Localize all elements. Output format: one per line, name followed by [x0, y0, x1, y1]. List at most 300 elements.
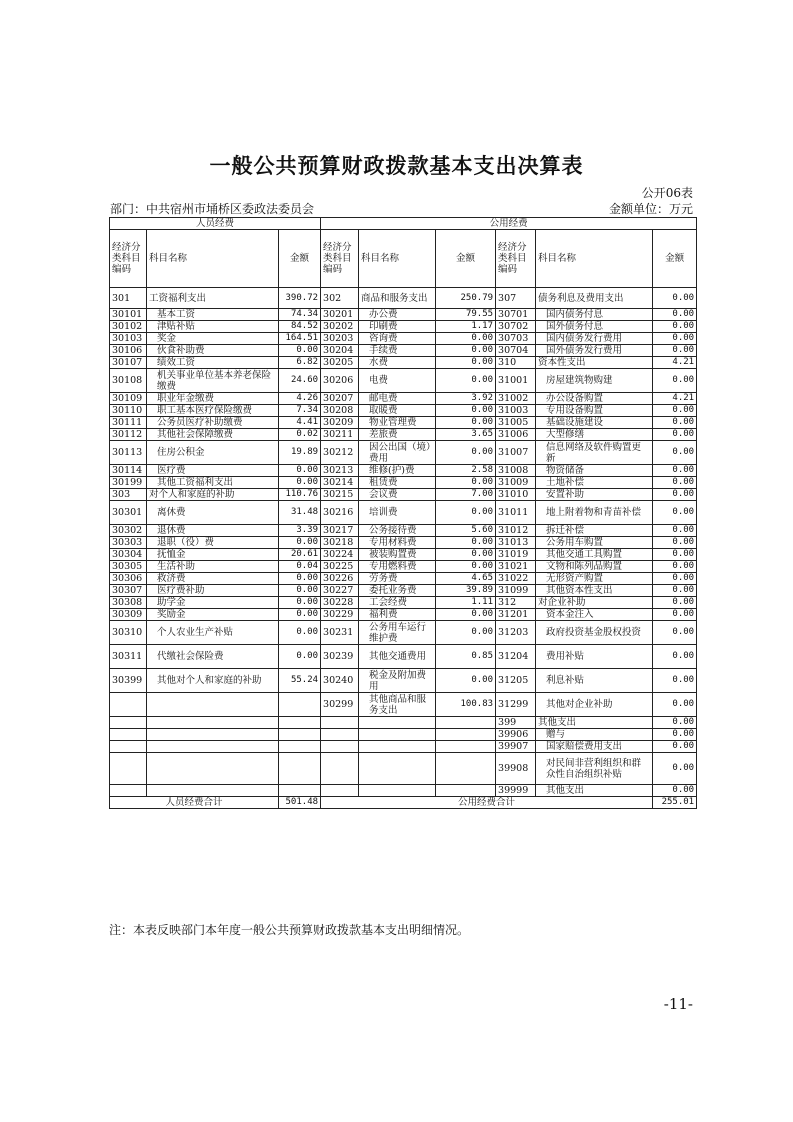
- amount-cell: [436, 753, 496, 785]
- amount-cell: 4.21: [653, 357, 697, 369]
- code-cell: 30308: [110, 597, 147, 609]
- name-cell: 取暖费: [359, 405, 436, 417]
- name-cell: [147, 693, 279, 717]
- amount-cell: [279, 693, 321, 717]
- name-cell: 国内债务发行费用: [536, 333, 653, 345]
- table-row: [110, 333, 697, 345]
- name-cell: 手续费: [359, 345, 436, 357]
- amount-cell: [279, 717, 321, 729]
- page-title: 一般公共预算财政拨款基本支出决算表: [209, 153, 584, 178]
- name-cell: 对企业补助: [536, 597, 653, 609]
- code-cell: 39999: [496, 785, 536, 797]
- amount-cell: 0.00: [653, 405, 697, 417]
- name-cell: 信息网络及软件购置更新: [536, 441, 653, 465]
- amount-cell: 0.00: [436, 441, 496, 465]
- code-cell: 30209: [321, 417, 359, 429]
- code-cell: 30206: [321, 369, 359, 393]
- table-row: [110, 405, 697, 417]
- code-cell: [110, 729, 147, 741]
- code-cell: 30218: [321, 537, 359, 549]
- code-cell: 30203: [321, 333, 359, 345]
- amount-cell: 0.00: [653, 477, 697, 489]
- code-header: 经济分类科目编码: [321, 230, 359, 288]
- code-cell: 30240: [321, 669, 359, 693]
- amount-cell: 0.00: [279, 585, 321, 597]
- amount-cell: 0.00: [653, 501, 697, 525]
- table-row: [110, 477, 697, 489]
- amount-cell: 0.00: [653, 345, 697, 357]
- amount-cell: 0.00: [653, 288, 697, 309]
- code-cell: 31021: [496, 561, 536, 573]
- expenditure-table: [109, 217, 697, 809]
- table-row: [110, 345, 697, 357]
- amount-cell: [279, 753, 321, 785]
- name-cell: 公务员医疗补助缴费: [147, 417, 279, 429]
- amount-cell: 4.21: [653, 393, 697, 405]
- table-row: [110, 549, 697, 561]
- code-cell: 30215: [321, 489, 359, 501]
- table-row: [110, 669, 697, 693]
- amount-cell: 31.48: [279, 501, 321, 525]
- code-cell: 30111: [110, 417, 147, 429]
- code-cell: [110, 717, 147, 729]
- name-cell: 住房公积金: [147, 441, 279, 465]
- public-header: 公用经费: [321, 218, 697, 230]
- table-row: [110, 753, 697, 785]
- name-cell: 其他对企业补助: [536, 693, 653, 717]
- amount-cell: 0.00: [653, 561, 697, 573]
- amount-cell: 4.65: [436, 573, 496, 585]
- amount-cell: 0.00: [653, 669, 697, 693]
- table-row: [110, 309, 697, 321]
- amount-cell: 20.61: [279, 549, 321, 561]
- table-row: [110, 501, 697, 525]
- amount-cell: 0.00: [653, 729, 697, 741]
- name-cell: 专用燃料费: [359, 561, 436, 573]
- amount-cell: 0.00: [436, 609, 496, 621]
- name-cell: 委托业务费: [359, 585, 436, 597]
- name-cell: 水费: [359, 357, 436, 369]
- amount-cell: 6.82: [279, 357, 321, 369]
- code-cell: 31012: [496, 525, 536, 537]
- amount-cell: [279, 729, 321, 741]
- name-cell: [147, 785, 279, 797]
- name-cell: 其他商品和服务支出: [359, 693, 436, 717]
- table-row: [110, 489, 697, 501]
- code-cell: 30202: [321, 321, 359, 333]
- name-cell: 抚恤金: [147, 549, 279, 561]
- name-cell: 文物和陈列品购置: [536, 561, 653, 573]
- code-cell: 30108: [110, 369, 147, 393]
- code-cell: 30310: [110, 621, 147, 645]
- amount-cell: 24.60: [279, 369, 321, 393]
- amount-cell: 0.00: [436, 561, 496, 573]
- name-cell: 办公设备购置: [536, 393, 653, 405]
- code-cell: 39906: [496, 729, 536, 741]
- code-cell: 30217: [321, 525, 359, 537]
- name-cell: 助学金: [147, 597, 279, 609]
- amount-cell: 250.79: [436, 288, 496, 309]
- name-cell: [359, 785, 436, 797]
- name-header: 科目名称: [147, 230, 279, 288]
- code-cell: 30226: [321, 573, 359, 585]
- name-cell: 商品和服务支出: [359, 288, 436, 309]
- footnote: 注：本表反映部门本年度一般公共预算财政拨款基本支出明细情况。: [109, 923, 470, 937]
- form-number: 公开06表: [641, 186, 693, 200]
- code-cell: [110, 785, 147, 797]
- amount-cell: 0.00: [436, 669, 496, 693]
- table-row: [110, 288, 697, 309]
- amount-cell: 0.00: [436, 621, 496, 645]
- amount-cell: 0.00: [653, 785, 697, 797]
- code-cell: 301: [110, 288, 147, 309]
- amount-cell: 0.00: [436, 357, 496, 369]
- code-cell: 30207: [321, 393, 359, 405]
- name-cell: 其他支出: [536, 717, 653, 729]
- amount-cell: 0.00: [653, 693, 697, 717]
- table-row: [110, 393, 697, 405]
- amount-cell: 0.00: [436, 501, 496, 525]
- amount-cell: 7.00: [436, 489, 496, 501]
- amount-cell: 0.00: [653, 333, 697, 345]
- code-cell: 31003: [496, 405, 536, 417]
- code-cell: 30239: [321, 645, 359, 669]
- code-cell: 30113: [110, 441, 147, 465]
- name-header: 科目名称: [359, 230, 436, 288]
- name-cell: [147, 729, 279, 741]
- amount-cell: 0.00: [653, 489, 697, 501]
- name-cell: 物资储备: [536, 465, 653, 477]
- code-cell: 30228: [321, 597, 359, 609]
- amount-cell: 0.00: [436, 549, 496, 561]
- code-cell: 312: [496, 597, 536, 609]
- code-cell: 30114: [110, 465, 147, 477]
- name-cell: 税金及附加费用: [359, 669, 436, 693]
- name-cell: 退职（役）费: [147, 537, 279, 549]
- amount-header: 金额: [279, 230, 321, 288]
- department-label: 部门：中共宿州市埇桥区委政法委员会: [110, 202, 315, 216]
- name-cell: 办公费: [359, 309, 436, 321]
- code-cell: 30301: [110, 501, 147, 525]
- code-cell: 30303: [110, 537, 147, 549]
- code-cell: [321, 741, 359, 753]
- code-cell: 30304: [110, 549, 147, 561]
- amount-cell: 3.39: [279, 525, 321, 537]
- name-cell: 因公出国（境）费用: [359, 441, 436, 465]
- code-cell: [110, 693, 147, 717]
- name-cell: 印刷费: [359, 321, 436, 333]
- code-cell: 30106: [110, 345, 147, 357]
- amount-cell: 0.00: [653, 549, 697, 561]
- name-cell: 其他对个人和家庭的补助: [147, 669, 279, 693]
- code-cell: 31010: [496, 489, 536, 501]
- code-cell: 39907: [496, 741, 536, 753]
- name-cell: [147, 741, 279, 753]
- amount-cell: 0.00: [653, 621, 697, 645]
- amount-cell: 0.00: [279, 345, 321, 357]
- code-cell: 30702: [496, 321, 536, 333]
- amount-cell: 0.00: [653, 741, 697, 753]
- name-cell: 生活补助: [147, 561, 279, 573]
- amount-cell: 4.41: [279, 417, 321, 429]
- name-cell: 债务利息及费用支出: [536, 288, 653, 309]
- code-cell: 310: [496, 357, 536, 369]
- code-cell: 30225: [321, 561, 359, 573]
- code-cell: 30311: [110, 645, 147, 669]
- personnel-total-label: 人员经费合计: [110, 797, 279, 809]
- table-row: [110, 693, 697, 717]
- name-cell: 医疗费补助: [147, 585, 279, 597]
- amount-cell: 1.17: [436, 321, 496, 333]
- name-cell: 差旅费: [359, 429, 436, 441]
- code-cell: [110, 741, 147, 753]
- table-row: [110, 417, 697, 429]
- code-cell: 31005: [496, 417, 536, 429]
- table-row: [110, 465, 697, 477]
- table-row: [110, 741, 697, 753]
- name-cell: 安置补助: [536, 489, 653, 501]
- amount-cell: 0.00: [653, 537, 697, 549]
- code-cell: 30103: [110, 333, 147, 345]
- amount-cell: 0.00: [279, 597, 321, 609]
- name-cell: 退休费: [147, 525, 279, 537]
- code-cell: 39908: [496, 753, 536, 785]
- code-cell: 30306: [110, 573, 147, 585]
- amount-cell: 0.00: [279, 537, 321, 549]
- name-cell: 其他交通费用: [359, 645, 436, 669]
- table-row: [110, 357, 697, 369]
- code-cell: 31001: [496, 369, 536, 393]
- amount-cell: 2.58: [436, 465, 496, 477]
- code-cell: 31019: [496, 549, 536, 561]
- amount-cell: 0.00: [436, 369, 496, 393]
- name-cell: 工资福利支出: [147, 288, 279, 309]
- code-cell: 30305: [110, 561, 147, 573]
- code-cell: 31008: [496, 465, 536, 477]
- code-cell: 30107: [110, 357, 147, 369]
- name-cell: 赠与: [536, 729, 653, 741]
- amount-cell: 0.00: [653, 609, 697, 621]
- amount-cell: 0.00: [436, 477, 496, 489]
- name-cell: [147, 717, 279, 729]
- name-cell: 被装购置费: [359, 549, 436, 561]
- name-cell: 绩效工资: [147, 357, 279, 369]
- code-cell: 30213: [321, 465, 359, 477]
- name-cell: 房屋建筑物购建: [536, 369, 653, 393]
- code-cell: 30227: [321, 585, 359, 597]
- amount-cell: 0.00: [653, 597, 697, 609]
- amount-cell: 0.00: [436, 417, 496, 429]
- amount-cell: 0.85: [436, 645, 496, 669]
- unit-label: 金额单位：万元: [608, 202, 693, 216]
- name-cell: 公务用车购置: [536, 537, 653, 549]
- table-row: [110, 369, 697, 393]
- name-cell: 咨询费: [359, 333, 436, 345]
- name-cell: [147, 753, 279, 785]
- amount-cell: 0.00: [653, 465, 697, 477]
- name-cell: 资本金注入: [536, 609, 653, 621]
- personnel-total-value: 501.48: [279, 797, 321, 809]
- amount-cell: 0.00: [653, 309, 697, 321]
- table-row: [110, 717, 697, 729]
- amount-cell: 100.83: [436, 693, 496, 717]
- amount-cell: 0.00: [653, 417, 697, 429]
- amount-cell: 0.00: [279, 465, 321, 477]
- name-cell: 国家赔偿费用支出: [536, 741, 653, 753]
- public-total-label: 公用经费合计: [321, 797, 653, 809]
- table-row: [110, 621, 697, 645]
- name-cell: 津贴补贴: [147, 321, 279, 333]
- table-row: [110, 729, 697, 741]
- name-cell: 个人农业生产补贴: [147, 621, 279, 645]
- code-cell: 30102: [110, 321, 147, 333]
- name-cell: 租赁费: [359, 477, 436, 489]
- amount-cell: 110.76: [279, 489, 321, 501]
- public-total-value: 255.01: [653, 797, 697, 809]
- name-cell: 救济费: [147, 573, 279, 585]
- amount-cell: [436, 729, 496, 741]
- code-cell: 30307: [110, 585, 147, 597]
- name-cell: 公务接待费: [359, 525, 436, 537]
- code-header: 经济分类科目编码: [110, 230, 147, 288]
- amount-cell: 0.00: [653, 441, 697, 465]
- name-cell: [359, 717, 436, 729]
- name-cell: 无形资产购置: [536, 573, 653, 585]
- amount-cell: 55.24: [279, 669, 321, 693]
- amount-header: 金额: [653, 230, 697, 288]
- code-cell: 31007: [496, 441, 536, 465]
- name-cell: 会议费: [359, 489, 436, 501]
- code-cell: 31002: [496, 393, 536, 405]
- name-header: 科目名称: [536, 230, 653, 288]
- name-cell: 专用材料费: [359, 537, 436, 549]
- code-cell: 30214: [321, 477, 359, 489]
- name-cell: 地上附着物和青苗补偿: [536, 501, 653, 525]
- table-row: [110, 573, 697, 585]
- amount-cell: 0.00: [653, 645, 697, 669]
- name-cell: 离休费: [147, 501, 279, 525]
- name-cell: 资本性支出: [536, 357, 653, 369]
- code-cell: 30299: [321, 693, 359, 717]
- code-cell: 31205: [496, 669, 536, 693]
- name-cell: 利息补贴: [536, 669, 653, 693]
- code-cell: 31204: [496, 645, 536, 669]
- amount-cell: 79.55: [436, 309, 496, 321]
- name-cell: 伙食补助费: [147, 345, 279, 357]
- amount-cell: 0.04: [279, 561, 321, 573]
- name-cell: 奖金: [147, 333, 279, 345]
- amount-cell: 1.11: [436, 597, 496, 609]
- name-cell: 专用设备购置: [536, 405, 653, 417]
- amount-cell: 3.65: [436, 429, 496, 441]
- name-cell: 大型修缮: [536, 429, 653, 441]
- amount-cell: 0.00: [279, 621, 321, 645]
- amount-cell: 0.00: [279, 573, 321, 585]
- name-cell: 医疗费: [147, 465, 279, 477]
- amount-cell: 0.02: [279, 429, 321, 441]
- name-cell: 其他支出: [536, 785, 653, 797]
- code-cell: 30204: [321, 345, 359, 357]
- code-cell: 30216: [321, 501, 359, 525]
- table-row: [110, 645, 697, 669]
- code-cell: 30205: [321, 357, 359, 369]
- amount-header: 金额: [436, 230, 496, 288]
- code-cell: 30101: [110, 309, 147, 321]
- code-cell: 30199: [110, 477, 147, 489]
- name-cell: 其他社会保障缴费: [147, 429, 279, 441]
- name-cell: 工会经费: [359, 597, 436, 609]
- code-header: 经济分类科目编码: [496, 230, 536, 288]
- table-row: [110, 609, 697, 621]
- table-row: [110, 321, 697, 333]
- name-cell: 政府投资基金股权投资: [536, 621, 653, 645]
- name-cell: 基础设施建设: [536, 417, 653, 429]
- table-row: [110, 597, 697, 609]
- amount-cell: [279, 785, 321, 797]
- code-cell: 31013: [496, 537, 536, 549]
- amount-cell: 3.92: [436, 393, 496, 405]
- name-cell: 邮电费: [359, 393, 436, 405]
- code-cell: 31022: [496, 573, 536, 585]
- name-cell: 其他工资福利支出: [147, 477, 279, 489]
- name-cell: 福利费: [359, 609, 436, 621]
- name-cell: 劳务费: [359, 573, 436, 585]
- name-cell: 国外债务发行费用: [536, 345, 653, 357]
- name-cell: 电费: [359, 369, 436, 393]
- name-cell: 费用补贴: [536, 645, 653, 669]
- name-cell: 土地补偿: [536, 477, 653, 489]
- code-cell: 399: [496, 717, 536, 729]
- amount-cell: [436, 717, 496, 729]
- name-cell: 其他资本性支出: [536, 585, 653, 597]
- amount-cell: 390.72: [279, 288, 321, 309]
- amount-cell: 0.00: [279, 477, 321, 489]
- amount-cell: 7.34: [279, 405, 321, 417]
- code-cell: 30399: [110, 669, 147, 693]
- name-cell: 职业年金缴费: [147, 393, 279, 405]
- name-cell: 国内债务付息: [536, 309, 653, 321]
- amount-cell: 84.52: [279, 321, 321, 333]
- amount-cell: 5.60: [436, 525, 496, 537]
- code-cell: 30701: [496, 309, 536, 321]
- code-cell: 30309: [110, 609, 147, 621]
- personnel-header: 人员经费: [110, 218, 321, 230]
- name-cell: 物业管理费: [359, 417, 436, 429]
- amount-cell: 0.00: [653, 573, 697, 585]
- amount-cell: 0.00: [653, 429, 697, 441]
- amount-cell: 0.00: [653, 525, 697, 537]
- code-cell: [321, 717, 359, 729]
- code-cell: 30112: [110, 429, 147, 441]
- name-cell: 维修(护)费: [359, 465, 436, 477]
- name-cell: [359, 753, 436, 785]
- amount-cell: 0.00: [279, 645, 321, 669]
- code-cell: [321, 753, 359, 785]
- code-cell: 30110: [110, 405, 147, 417]
- code-cell: 30212: [321, 441, 359, 465]
- amount-cell: 0.00: [653, 585, 697, 597]
- table-row: [110, 585, 697, 597]
- amount-cell: 4.26: [279, 393, 321, 405]
- amount-cell: [279, 741, 321, 753]
- name-cell: 机关事业单位基本养老保险缴费: [147, 369, 279, 393]
- code-cell: 31009: [496, 477, 536, 489]
- amount-cell: [436, 741, 496, 753]
- code-cell: 307: [496, 288, 536, 309]
- code-cell: 30703: [496, 333, 536, 345]
- name-cell: 对个人和家庭的补助: [147, 489, 279, 501]
- name-cell: 职工基本医疗保险缴费: [147, 405, 279, 417]
